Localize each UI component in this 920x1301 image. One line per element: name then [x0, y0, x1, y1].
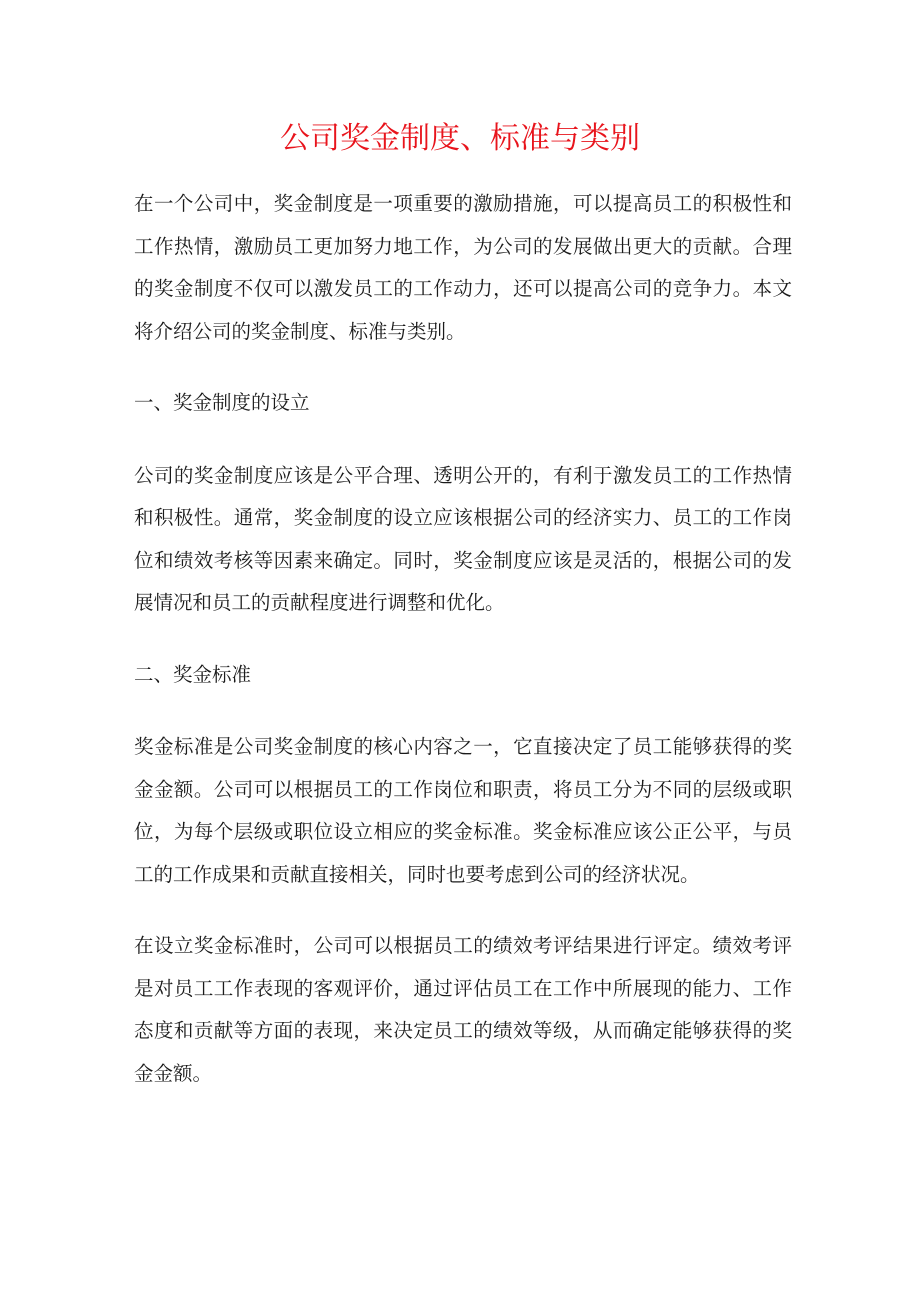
document-body: [134, 183, 792, 1124]
section-paragraph: 在设立奖金标准时，公司可以根据员工的绩效考评结果进行评定。绩效考评是对员工工作表现的客观评价，通过评估员工在工作中所展现的能力、工作态度和贡献等方面的表现，来决定员工的绩效等级，从而确定能够获得的奖金金额。: [134, 934, 792, 1085]
section-paragraph: 奖金标准是公司奖金制度的核心内容之一，它直接决定了员工能够获得的奖金金额。公司可以根据员工的工作岗位和职责，将员工分为不同的层级或职位，为每个层级或职位设立相应的奖金标准。奖金标准应该公正公平，与员工的工作成果和贡献直接相关，同时也要考虑到公司的经济状况。: [134, 735, 792, 886]
section-heading-standards: 二、奖金标准: [134, 662, 252, 686]
intro-paragraph: 在一个公司中，奖金制度是一项重要的激励措施，可以提高员工的积极性和工作热情，激励员工更加努力地工作，为公司的发展做出更大的贡献。合理的奖金制度不仅可以激发员工的工作动力，还可以提高公司的竞争力。本文将介绍公司的奖金制度、标准与类别。: [134, 192, 792, 343]
section-heading-establishment: 一、奖金制度的设立: [134, 391, 310, 414]
document-title: 公司奖金制度、标准与类别: [280, 121, 640, 156]
section-paragraph: 公司的奖金制度应该是公平合理、透明公开的，有利于激发员工的工作热情和积极性。通常，奖金制度的设立应该根据公司的经济实力、员工的工作岗位和绩效考核等因素来确定。同时，奖金制度应该是灵活的，根据公司的发展情况和员工的贡献程度进行调整和优化。: [134, 463, 792, 614]
